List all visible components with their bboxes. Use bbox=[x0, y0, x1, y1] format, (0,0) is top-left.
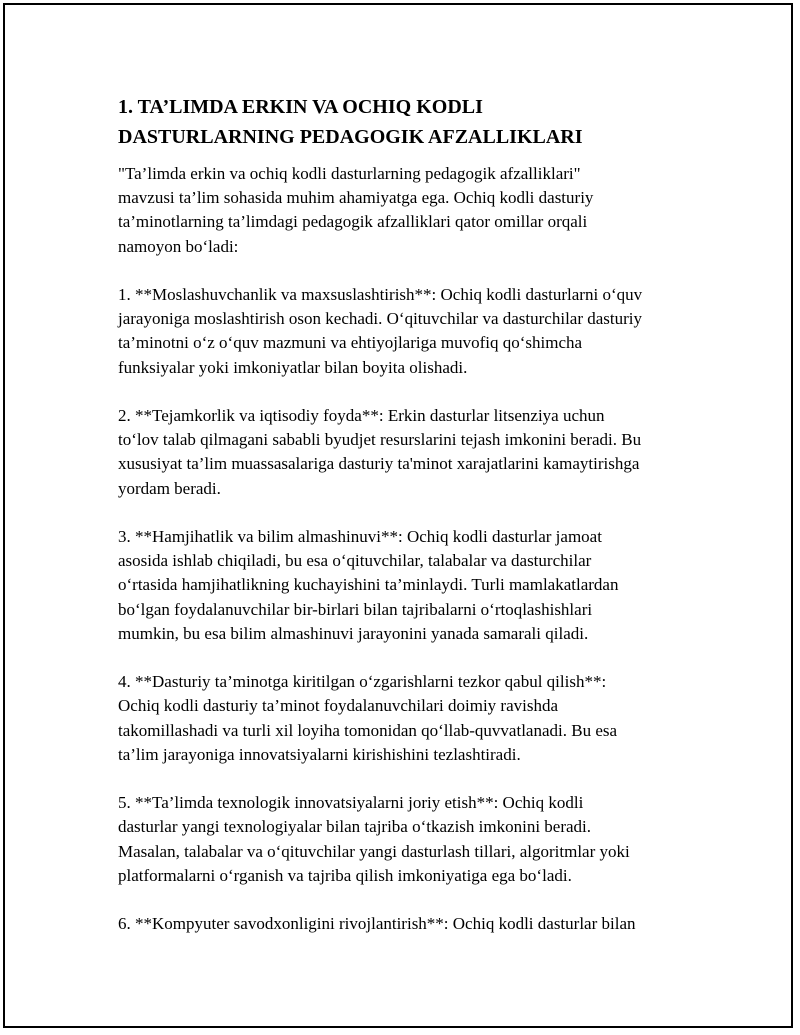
document-body bbox=[118, 92, 698, 961]
paragraph-2-cost-saving: 2. **Tejamkorlik va iqtisodiy foyda**: Erkin dasturlar litsenziya uchun toʻlov talab qilmagani sababli byudjet resurslarini tejash imkonini beradi. Bu xususiyat ta’lim muassasalariga dasturiy ta'minot xarajatlarini kamaytirishga yordam beradi. bbox=[118, 406, 642, 498]
paragraph-6-literacy: 6. **Kompyuter savodxonligini rivojlantirish**: Ochiq kodli dasturlar bilan bbox=[118, 914, 636, 934]
document-title: 1. TA’LIMDA ERKIN VA OCHIQ KODLI DASTURLARNING PEDAGOGIK AFZALLIKLARI bbox=[118, 96, 583, 148]
paragraph-4-updates: 4. **Dasturiy ta’minotga kiritilgan oʻzgarishlarni tezkor qabul qilish**: Ochiq kodli dasturiy ta’minot foydalanuvchilari doimiy ravishda takomillashadi va turli xil loyiha tomonidan qoʻllab-quvvatlanadi. Bu esa ta’lim jarayoniga innovatsiyalarni kirishishini tezlashtiradi. bbox=[118, 672, 618, 764]
paragraph-1-flexibility: 1. **Moslashuvchanlik va maxsuslashtirish**: Ochiq kodli dasturlarni oʻquv jarayoniga moslashtirish oson kechadi. Oʻqituvchilar va dasturchilar dasturiy ta’minotni oʻz oʻquv mazmuni va ehtiyojlariga muvofiq qoʻshimcha funksiyalar yoki imkoniyatlar bilan boyita olishadi. bbox=[118, 285, 643, 377]
intro-paragraph: "Ta’limda erkin va ochiq kodli dasturlarning pedagogik afzalliklari" mavzusi ta’lim sohasida muhim ahamiyatga ega. Ochiq kodli dasturiy ta’minotlarning ta’limdagi pedagogik afzalliklari qator omillar orqali namoyon boʻladi: bbox=[118, 164, 594, 256]
paragraph-5-innovation: 5. **Ta’limda texnologik innovatsiyalarni joriy etish**: Ochiq kodli dasturlar yangi texnologiyalar bilan tajriba oʻtkazish imkonini beradi. Masalan, talabalar va oʻqituvchilar yangi dasturlash tillari, algoritmlar yoki platformalarni oʻrganish va tajriba qilish imkoniyatiga ega boʻladi. bbox=[118, 793, 630, 885]
paragraph-3-collaboration: 3. **Hamjihatlik va bilim almashinuvi**: Ochiq kodli dasturlar jamoat asosida ishlab chiqiladi, bu esa oʻqituvchilar, talabalar va dasturchilar oʻrtasida hamjihatlikning kuchayishini ta’minlaydi. Turli mamlakatlardan boʻlgan foydalanuvchilar bir-birlari bilan tajribalarni oʻrtoqlashishlari mumkin, bu esa bilim almashinuvi jarayonini yanada samarali qiladi. bbox=[118, 527, 619, 643]
